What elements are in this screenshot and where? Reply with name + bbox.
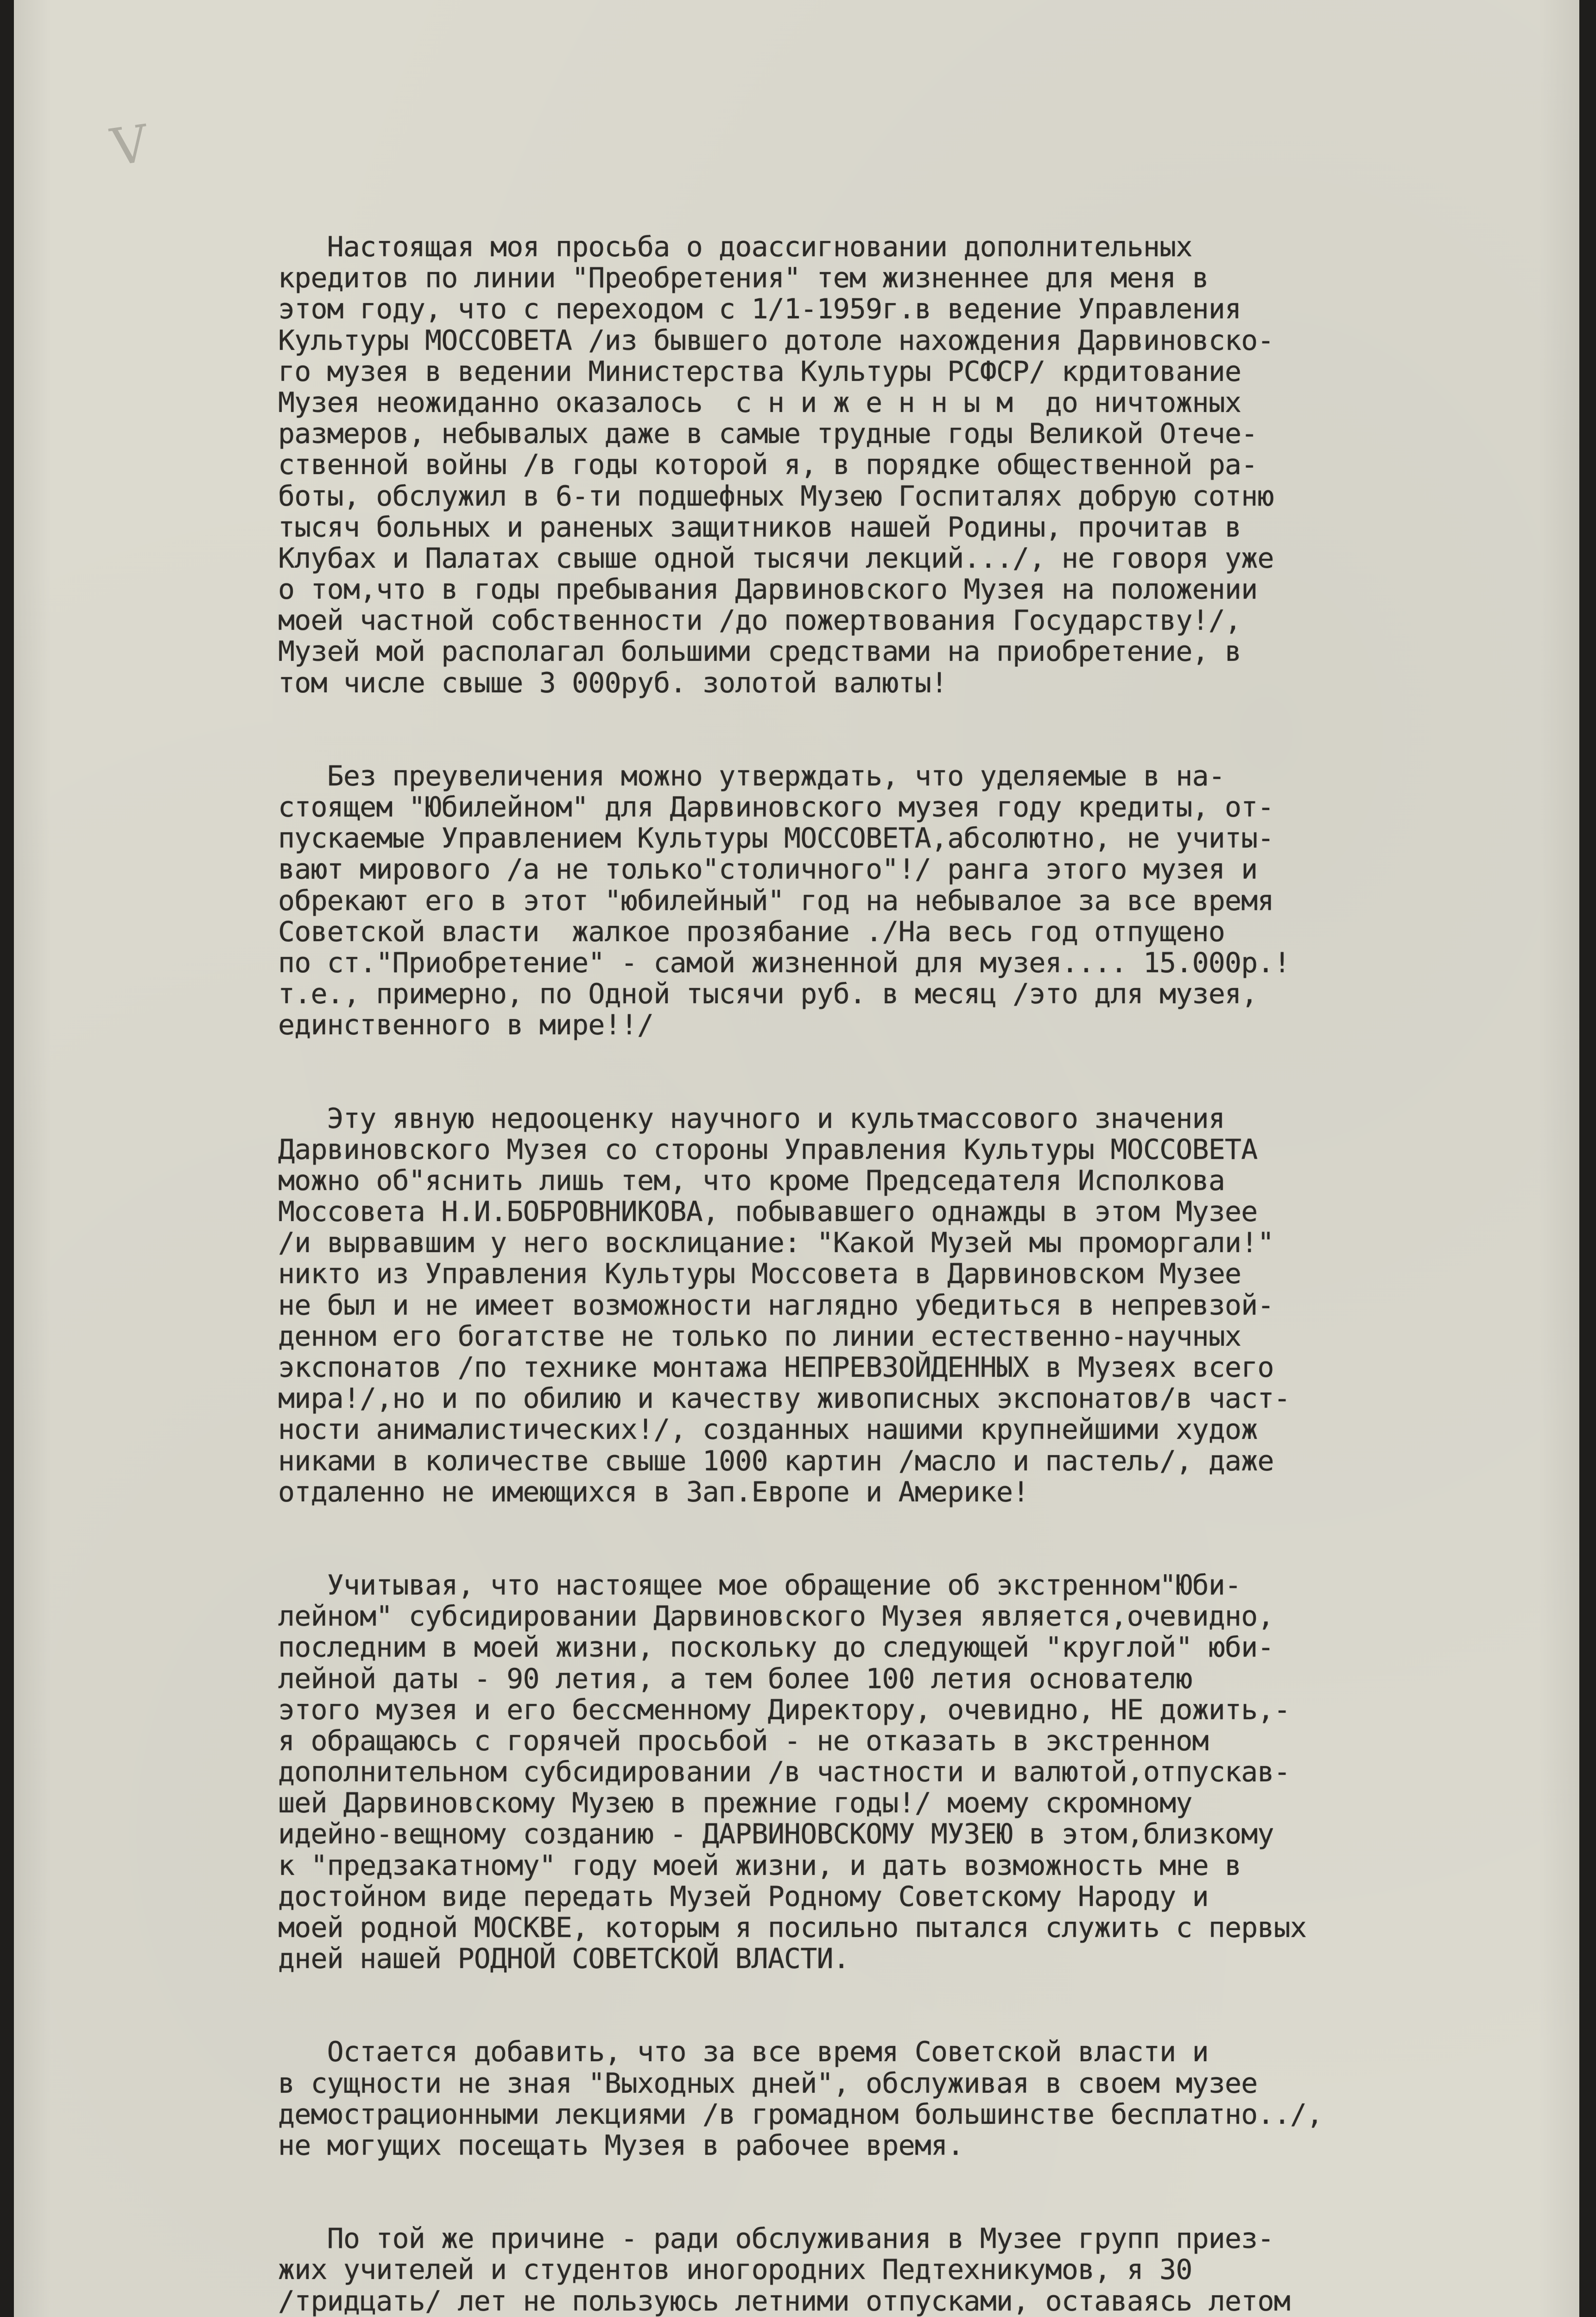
text-line: идейно-вещному созданию - ДАРВИНОВСКОМУ МУЗЕЮ в этом,близкому xyxy=(278,1818,1274,1851)
text-line: в сущности не зная "Выходных дней", обслуживая в своем музее xyxy=(278,2067,1258,2100)
text-line: денном его богатстве не только по линии естественно-научных xyxy=(278,1320,1241,1353)
text-line: размеров, небывалых даже в самые трудные годы Великой Отече- xyxy=(278,418,1258,450)
text-line: обрекают его в этот "юбилейный" год на небывалое за все время xyxy=(278,884,1274,917)
text-line: жих учителей и студентов иногородних Педтехникумов, я 30 xyxy=(278,2254,1192,2286)
text-line: лейном" субсидировании Дарвиновского Музея является,очевидно, xyxy=(278,1600,1274,1633)
text-line: том числе свыше 3 000руб. золотой валюты! xyxy=(278,666,948,699)
paragraph xyxy=(278,232,1562,699)
text-line: Музей мой располагал большими средствами на приобретение, в xyxy=(278,635,1241,668)
text-line: единственного в мире!!/ xyxy=(278,1009,654,1042)
text-line: мира!/,но и по обилию и качеству живописных экспонатов/в част- xyxy=(278,1382,1290,1415)
text-line: шей Дарвиновскому Музею в прежние годы!/ моему скромному xyxy=(278,1787,1192,1820)
text-line: по ст."Приобретение" - самой жизненной для музея.... 15.000р.! xyxy=(278,946,1290,979)
text-line: последним в моей жизни, поскольку до следующей "круглой" юби- xyxy=(278,1631,1274,1664)
text-line: Дарвиновского Музея со стороны Управления Культуры МОССОВЕТА xyxy=(278,1133,1258,1166)
text-line: лейной даты - 90 летия, а тем более 100 летия основателю xyxy=(278,1662,1192,1695)
text-line: экспонатов /по технике монтажа НЕПРЕВЗОЙДЕННЫХ в Музеях всего xyxy=(278,1351,1274,1384)
text-line: никто из Управления Культуры Моссовета в Дарвиновском Музее xyxy=(278,1258,1241,1291)
text-line: о том,что в годы пребывания Дарвиновского Музея на положении xyxy=(278,573,1258,606)
text-line: По той же причине - ради обслуживания в Музее групп приез- xyxy=(278,2222,1274,2255)
document-body xyxy=(278,232,1562,2317)
text-line: Музея неожиданно оказалось с н и ж е н н ы м до ничтожных xyxy=(278,386,1241,419)
text-line: можно об"яснить лишь тем, что кроме Председателя Исполкова xyxy=(278,1164,1225,1197)
text-line: ности анималистических!/, созданных нашими крупнейшими худож xyxy=(278,1413,1258,1446)
text-line: го музея в ведении Министерства Культуры РСФСР/ крдитование xyxy=(278,355,1241,388)
text-line: /тридцать/ лет не пользуюсь летними отпусками, оставаясь летом xyxy=(278,2285,1290,2317)
paragraph xyxy=(278,1570,1562,1975)
paragraph xyxy=(278,761,1562,1041)
text-line: боты, обслужил в 6-ти подшефных Музею Госпиталях добрую сотню xyxy=(278,480,1274,513)
text-line: моей частной собственности /до пожертвования Государству!/, xyxy=(278,604,1241,637)
text-line: достойном виде передать Музей Родному Советскому Народу и xyxy=(278,1880,1209,1913)
text-line: Моссовета Н.И.БОБРОВНИКОВА, побывавшего однажды в этом Музее xyxy=(278,1196,1258,1228)
text-line: не могущих посещать Музея в рабочее время. xyxy=(278,2129,964,2162)
text-line: кредитов по линии "Преобретения" тем жизненнее для меня в xyxy=(278,262,1209,295)
handwritten-margin-mark: V xyxy=(107,114,152,177)
text-line: Без преувеличения можно утверждать, что уделяемые в на- xyxy=(278,760,1225,792)
text-line: к "предзакатному" году моей жизни, и дать возможность мне в xyxy=(278,1849,1241,1882)
text-line: не был и не имеет возможности наглядно убедиться в непревзой- xyxy=(278,1289,1274,1322)
text-line: дней нашей РОДНОЙ СОВЕТСКОЙ ВЛАСТИ. xyxy=(278,1943,849,1975)
text-line: демострационными лекциями /в громадном большинстве бесплатно../, xyxy=(278,2098,1323,2131)
text-line: Советской власти жалкое прозябание ./На весь год отпущено xyxy=(278,915,1225,948)
text-line: моей родной МОСКВЕ, которым я посильно пытался служить с первых xyxy=(278,1912,1307,1944)
text-line: /и вырвавшим у него восклицание: "Какой Музей мы проморгали!" xyxy=(278,1227,1274,1260)
paragraph xyxy=(278,2037,1562,2161)
document-page xyxy=(14,0,1579,2317)
text-line: никами в количестве свыше 1000 картин /масло и пастель/, даже xyxy=(278,1444,1274,1477)
text-line: Клубах и Палатах свыше одной тысячи лекций.../, не говоря уже xyxy=(278,542,1274,575)
text-line: ственной войны /в годы которой я, в порядке общественной ра- xyxy=(278,449,1258,481)
text-line: отдаленно не имеющихся в Зап.Европе и Америке! xyxy=(278,1475,1029,1508)
text-line: Культуры МОССОВЕТА /из бывшего дотоле нахождения Дарвиновско- xyxy=(278,324,1274,357)
text-line: я обращаюсь с горячей просьбой - не отказать в экстренном xyxy=(278,1724,1209,1757)
text-line: тысяч больных и раненых защитников нашей Родины, прочитав в xyxy=(278,511,1241,544)
text-line: Остается добавить, что за все время Советской власти и xyxy=(278,2036,1209,2069)
text-line: Настоящая моя просьба о доассигновании дополнительных xyxy=(278,231,1192,263)
text-line: этом году, что с переходом с 1/1-1959г.в ведение Управления xyxy=(278,293,1241,326)
text-line: пускаемые Управлением Культуры МОССОВЕТА,абсолютно, не учиты- xyxy=(278,822,1274,855)
text-line: Учитывая, что настоящее мое обращение об экстренном"Юби- xyxy=(278,1569,1241,1602)
text-line: дополнительном субсидировании /в частности и валютой,отпускав- xyxy=(278,1756,1290,1789)
text-line: стоящем "Юбилейном" для Дарвиновского музея году кредиты, от- xyxy=(278,791,1274,823)
text-line: Эту явную недооценку научного и культмассового значения xyxy=(278,1102,1225,1135)
paragraph xyxy=(278,2223,1562,2317)
text-line: т.е., примерно, по Одной тысячи руб. в месяц /это для музея, xyxy=(278,978,1258,1011)
text-line: этого музея и его бессменному Директору, очевидно, НЕ дожить,- xyxy=(278,1693,1290,1726)
paragraph xyxy=(278,1103,1562,1508)
text-line: вают мирового /а не только"столичного"!/ ранга этого музея и xyxy=(278,853,1258,886)
